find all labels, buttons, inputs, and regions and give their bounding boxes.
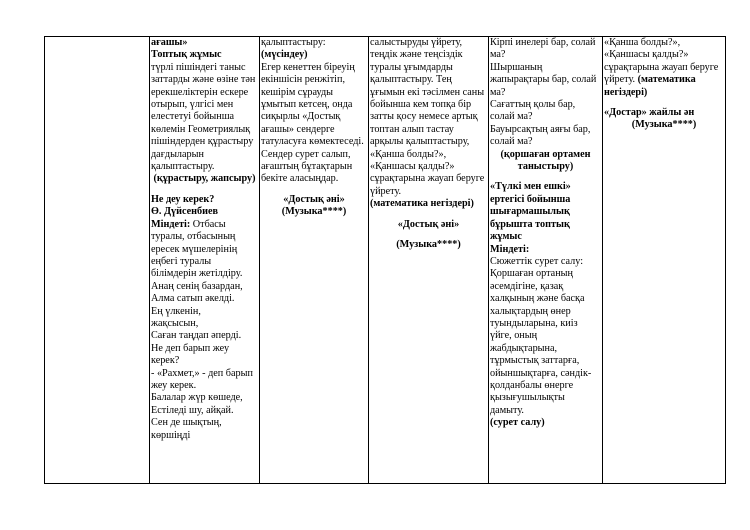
table-cell	[261, 37, 367, 483]
poem-text: Анаң сенің базардан, Алма сатып әкелді. Ең үлкенін, жақсысын, Саған таңдап әперді. Не деп барып жеу керек? - «Рахмет,» - деп барып жеу керек. Балалар жүр көшеде, Естіледі шу, айқай. Сен де шықтың, көршіңді	[151, 280, 253, 441]
column-divider	[602, 36, 603, 484]
column-divider	[368, 36, 369, 484]
cell-text: Егер кенеттен біреуің екіншісін ренжітіп, кешірім сұрауды ұмытып кетсең, онда сиқырлы «Достық ағашы» сендерге татуласуға көмектеседі. Сендер сурет салып, ағаштың бұтақтарын бекіте аласыңдар.	[261, 61, 364, 185]
table-right-border	[725, 36, 726, 484]
cell-text: салыстыруды үйрету, теңдік және теңсіздік туралы ұғымдарды қалыптастыру. Тең ұғымын екі тәсілмен саны бойынша кем топқа бір затты қосу немесе артық топтан алып тастау арқылы қалыптастыру, «Қанша болды?», «Қаншасы қалды?» сұрақтарына жауап беруге үйрету.	[370, 37, 485, 197]
poem-author: Ө. Дүйсенбиев	[151, 206, 219, 218]
music-tag: (Музыка****)	[631, 119, 697, 131]
cell-text: Кірпі инелері бар, солай ма? Шыршаның жапырақтары бар, солай ма? Сағаттың қолы бар, солай ма? Бауырсақтың аяғы бар, солай ма?	[490, 37, 597, 148]
group-work-text: түрлі пішіндегі таныс заттарды және өзіне тән ерекшеліктерін ескере отырып, үлгісі мен елестетуі бойынша көлемін Геометриялық пішіндерден құрастыру дағдыларын қалыптастыру.	[151, 61, 256, 173]
column-divider	[149, 36, 150, 484]
task-text: Сюжеттік сурет салу: Қоршаған ортаның әсемдігіне, қазақ халқының және басқа халықтардың өнер туындыларына, киіз үйге, оның жабдықтарына, тұрмыстық заттарға, ойыншықтарға, сәндік-қолданбалы өнерге қызығушылықты дамыту.	[490, 255, 592, 416]
song-title: «Достар» жайлы ән	[604, 107, 695, 119]
poem-title: Не деу керек?	[151, 193, 215, 205]
cell-text: «Қанша болды?», «Қаншасы қалды?» сұрақтарына жауап беруге үйрету.	[604, 37, 719, 86]
task-label: Міндеті:	[490, 243, 530, 255]
activity-tag: (сурет салу)	[490, 417, 545, 429]
table-cell	[604, 37, 724, 483]
heading-continuation: ағашы»	[151, 37, 188, 48]
song-title: «Достық әні»	[283, 193, 345, 205]
table-cell	[370, 37, 487, 483]
tale-title: «Түлкі мен ешкі» ертегісі бойынша шығармашылық бұрышта топтық жұмыс	[490, 181, 571, 243]
music-tag: (Музыка****)	[396, 239, 461, 251]
cell-text-continuation: қалыптастыру:	[261, 37, 326, 48]
task-text: Отбасы туралы, отбасының ересек мүшелерінің еңбегі туралы білімдерін жетілдіру.	[151, 218, 243, 280]
activity-tag: (мүсіндеу)	[261, 49, 308, 61]
music-tag: (Музыка****)	[281, 206, 347, 218]
table-bottom-border	[44, 483, 726, 484]
group-work-title: Топтық жұмыс	[151, 49, 222, 61]
activity-tag: (қоршаған ортамен таныстыру)	[500, 148, 591, 173]
column-divider	[259, 36, 260, 484]
table-cell	[490, 37, 601, 483]
activity-tag: (математика негіздері)	[604, 74, 696, 98]
table-left-border	[44, 36, 45, 484]
table-cell	[151, 37, 258, 483]
column-divider	[488, 36, 489, 484]
activity-tag: (құрастыру, жапсыру)	[153, 173, 256, 185]
activity-tag: (математика негіздері)	[370, 198, 474, 210]
song-title: «Достық әні»	[397, 218, 460, 230]
task-label: Міндеті:	[151, 218, 191, 230]
